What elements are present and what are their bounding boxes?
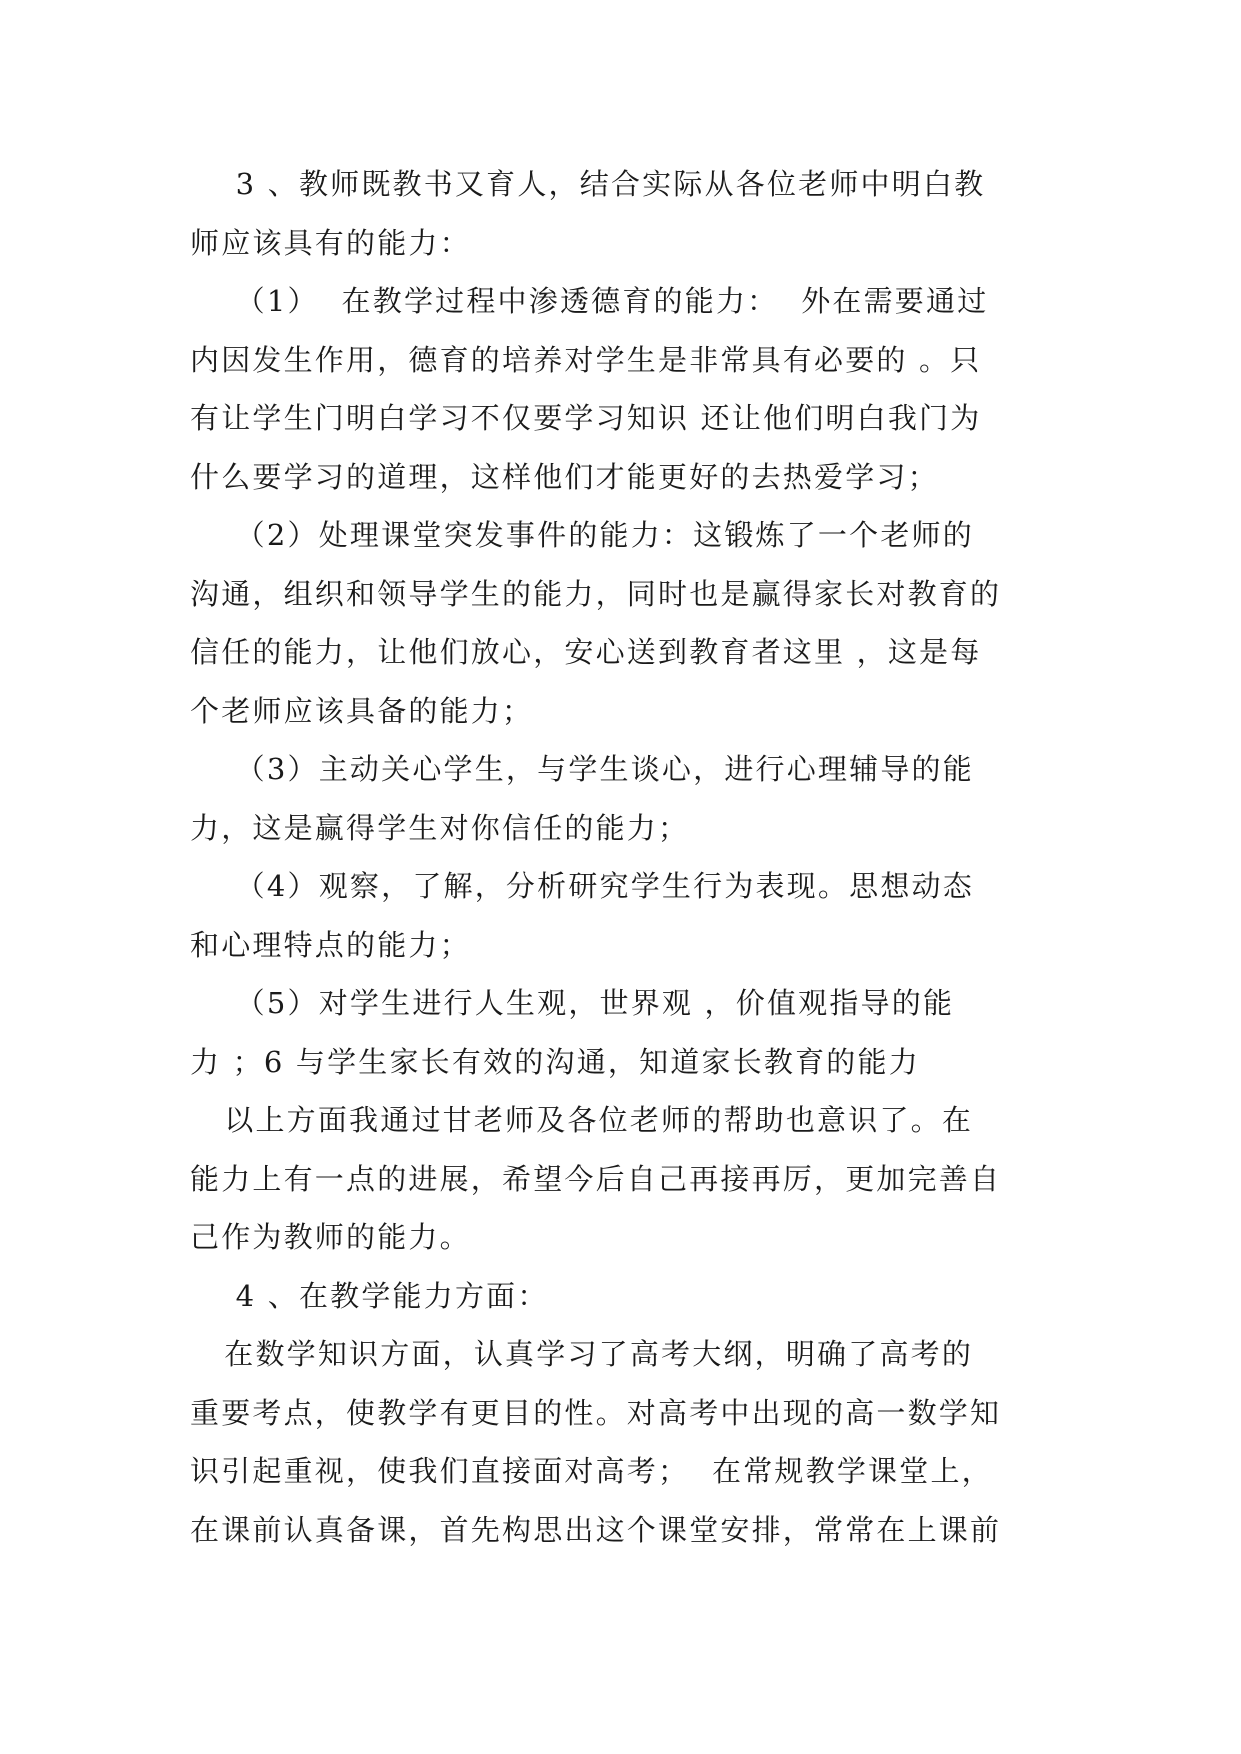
text-line: 和心理特点的能力；: [190, 927, 471, 962]
text-line: 在数学知识方面，认真学习了高考大纲，明确了高考的: [190, 1337, 974, 1371]
text-line: 在课前认真备课，首先构思出这个课堂安排，常常在上课前: [190, 1512, 1002, 1547]
text-line: 重要考点，使教学有更目的性。对高考中出现的高一数学知: [190, 1395, 1002, 1430]
text-line: 识引起重视，使我们直接面对高考； 在常规教学课堂上，: [190, 1454, 993, 1488]
text-line: 什么要学习的道理，这样他们才能更好的去热爱学习；: [190, 459, 939, 494]
body-text: [190, 155, 1070, 1559]
text-line: 信任的能力，让他们放心，安心送到教育者这里 ，这是每: [190, 635, 982, 669]
text-line: 3 、教师既教书又育人，结合实际从各位老师中明白教: [190, 167, 986, 201]
text-line: 内因发生作用，德育的培养对学生是非常具有必要的 。只: [190, 342, 982, 377]
text-line: 沟通，组织和领导学生的能力，同时也是赢得家长对教育的: [190, 576, 1002, 611]
text-line: 力，这是赢得学生对你信任的能力；: [190, 810, 690, 845]
text-line: 4 、在教学能力方面：: [190, 1278, 549, 1313]
text-line: （2）处理课堂突发事件的能力：这锻炼了一个老师的: [190, 518, 974, 552]
text-line: 个老师应该具备的能力；: [190, 693, 534, 728]
text-line: 有让学生门明白学习不仅要学习知识 还让他们明白我门为: [190, 401, 982, 435]
text-line: （3）主动关心学生，与学生谈心，进行心理辅导的能: [190, 752, 974, 786]
text-line: 能力上有一点的进展，希望今后自己再接再厉，更加完善自: [190, 1161, 1002, 1196]
text-line: （1） 在教学过程中渗透德育的能力： 外在需要通过: [190, 284, 989, 318]
text-line: 力 ；6 与学生家长有效的沟通，知道家长教育的能力: [190, 1044, 920, 1079]
text-line: 己作为教师的能力。: [190, 1220, 471, 1254]
text-line: 以上方面我通过甘老师及各位老师的帮助也意识了。在: [190, 1103, 974, 1137]
text-line: 师应该具有的能力：: [190, 225, 471, 260]
text-line: （4）观察，了解，分析研究学生行为表现。思想动态: [190, 869, 974, 903]
text-line: （5）对学生进行人生观，世界观 ，价值观指导的能: [190, 986, 955, 1020]
